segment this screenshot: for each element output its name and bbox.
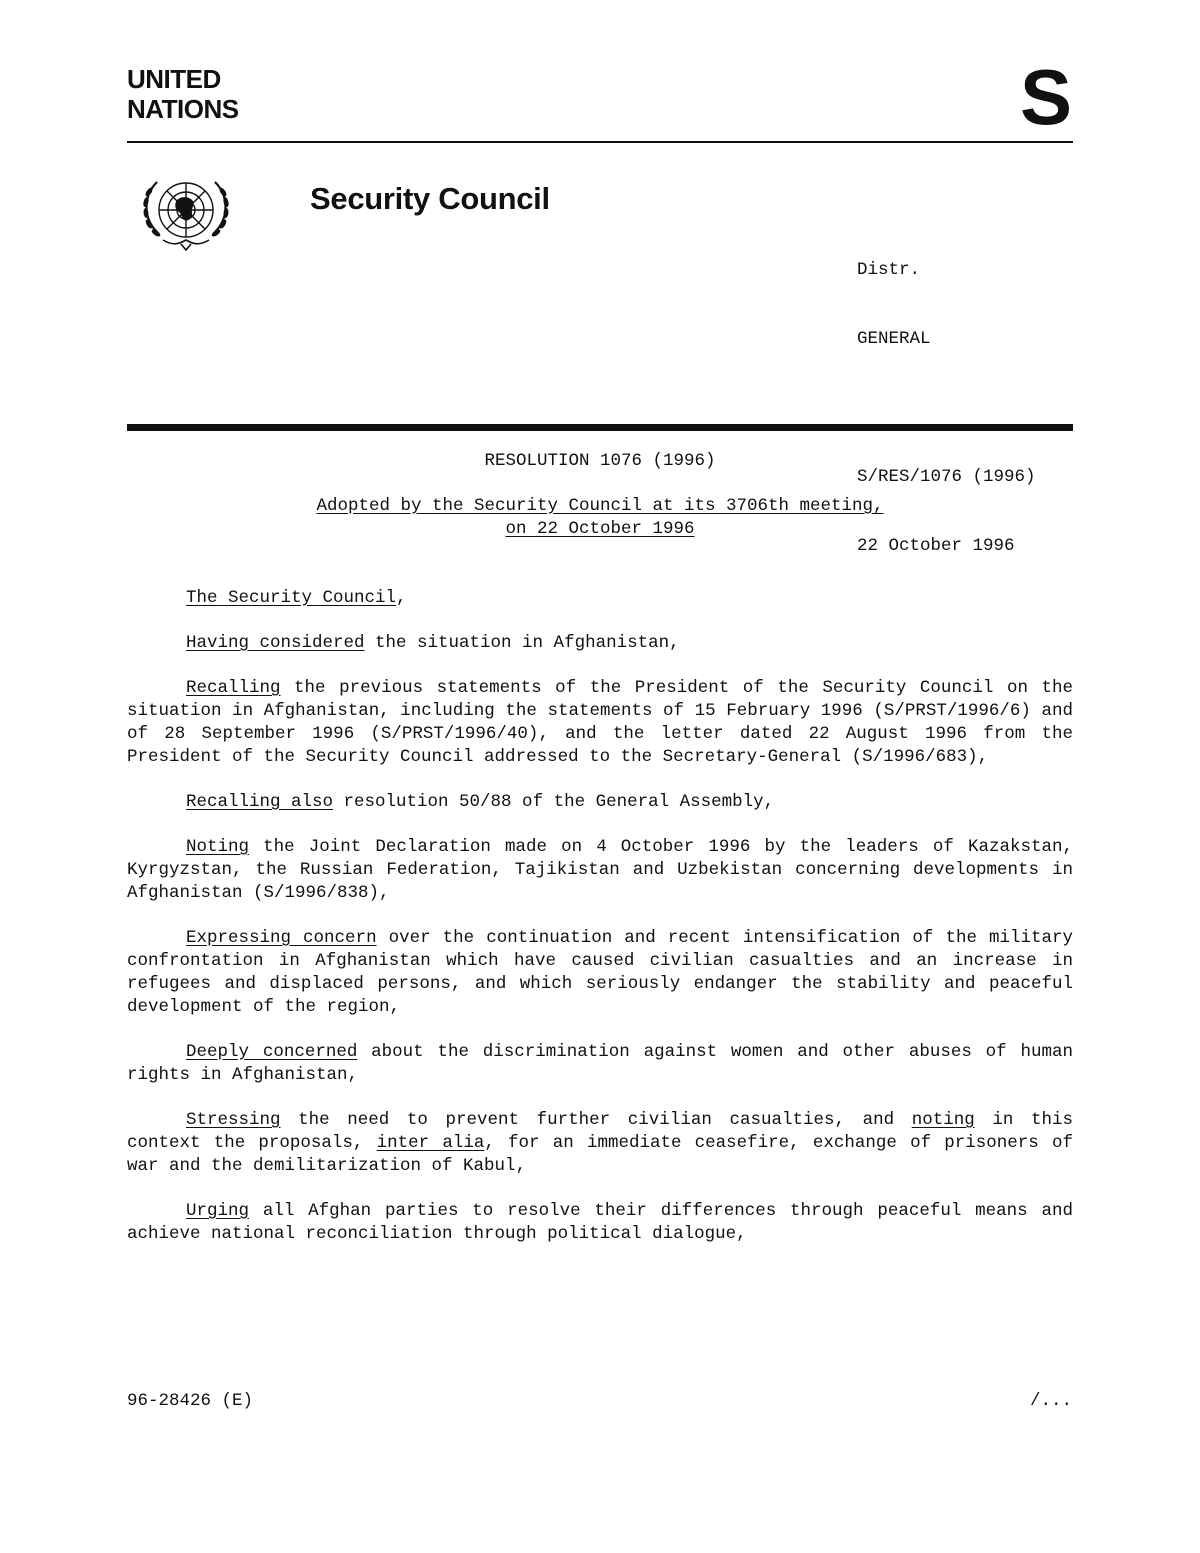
resolution-body (127, 587, 1073, 1268)
paragraph-lead: The Security Council (186, 588, 397, 608)
distribution-value: GENERAL (857, 329, 931, 349)
adoption-line2: on 22 October 1996 (505, 519, 695, 539)
paragraph-text: all Afghan parties to resolve their differences through peaceful means and achieve national reconciliation through political dialogue, (127, 1201, 1073, 1244)
paragraph-lead: Expressing concern (186, 928, 377, 948)
paragraph-lead: Having considered (186, 633, 365, 653)
organization-name-line1: UNITED (127, 64, 221, 94)
adoption-line1: Adopted by the Security Council at its 3706th meeting, (316, 496, 884, 516)
preamble-paragraph (127, 927, 1073, 1019)
paragraph-text: the need to prevent further civilian casualties, and (280, 1110, 912, 1130)
document-series-letter: S (1019, 53, 1072, 141)
paragraph-lead: noting (911, 1110, 975, 1130)
title-divider (127, 424, 1073, 431)
paragraph-text: the Joint Declaration made on 4 October 1996 by the leaders of Kazakstan, Kyrgyzstan, the Russian Federation, Tajikistan and Uzbekistan concerning developments in Afghanistan (S/1996/838), (127, 837, 1073, 903)
paragraph-lead: Noting (186, 837, 250, 857)
adoption-statement (0, 495, 1200, 541)
document-date: 22 October 1996 (857, 536, 1015, 556)
header-divider (127, 141, 1073, 143)
continuation-marker: /... (1029, 1391, 1072, 1411)
preamble-paragraph (127, 1109, 1073, 1178)
paragraph-lead: Deeply concerned (186, 1042, 358, 1062)
preamble-paragraph (127, 677, 1073, 769)
latin-phrase: inter alia (376, 1133, 485, 1153)
paragraph-text: , (396, 588, 407, 608)
un-emblem-icon (137, 170, 235, 256)
preamble-paragraph (127, 632, 1073, 655)
preamble-paragraph (127, 791, 1073, 814)
paragraph-text: the previous statements of the President of the Security Council on the situation in Afghanistan, including the statements of 15 February 1996 (S/PRST/1996/6) and of 28 September 1996 (S/PRST/1996/40), and the letter dated 22 August 1996 from the President of the Security Council addressed to the Secretary-General (S/1996/683), (127, 678, 1073, 767)
paragraph-text: in this context the proposals, (127, 1110, 1074, 1153)
organization-name (127, 64, 239, 124)
preamble-paragraph (127, 1200, 1073, 1246)
preamble-paragraph (127, 587, 1073, 610)
preamble-paragraph (127, 1041, 1073, 1087)
paragraph-text: , for an immediate ceasefire, exchange of prisoners of war and the demilitarization of Kabul, (127, 1133, 1073, 1176)
distribution-label: Distr. (857, 260, 921, 280)
paragraph-lead: Recalling also (186, 792, 334, 812)
paragraph-text: over the continuation and recent intensification of the military confrontation in Afghanistan which have caused civilian casualties and an increase in refugees and displaced persons, and which seriously endanger the stability and peaceful development of the region, (127, 928, 1073, 1017)
preamble-paragraph (127, 836, 1073, 905)
resolution-title: RESOLUTION 1076 (1996) (484, 451, 716, 471)
paragraph-text: the situation in Afghanistan, (364, 633, 680, 653)
document-symbol: S/RES/1076 (1996) (857, 467, 1036, 487)
organ-title: Security Council (310, 181, 550, 216)
paragraph-text: about the discrimination against women and other abuses of human rights in Afghanistan, (127, 1042, 1073, 1085)
paragraph-text: resolution 50/88 of the General Assembly, (333, 792, 775, 812)
paragraph-lead: Urging (186, 1201, 250, 1221)
paragraph-lead: Recalling (186, 678, 281, 698)
document-number: 96-28426 (E) (127, 1391, 254, 1411)
paragraph-lead: Stressing (186, 1110, 281, 1130)
organization-name-line2: NATIONS (127, 94, 239, 124)
